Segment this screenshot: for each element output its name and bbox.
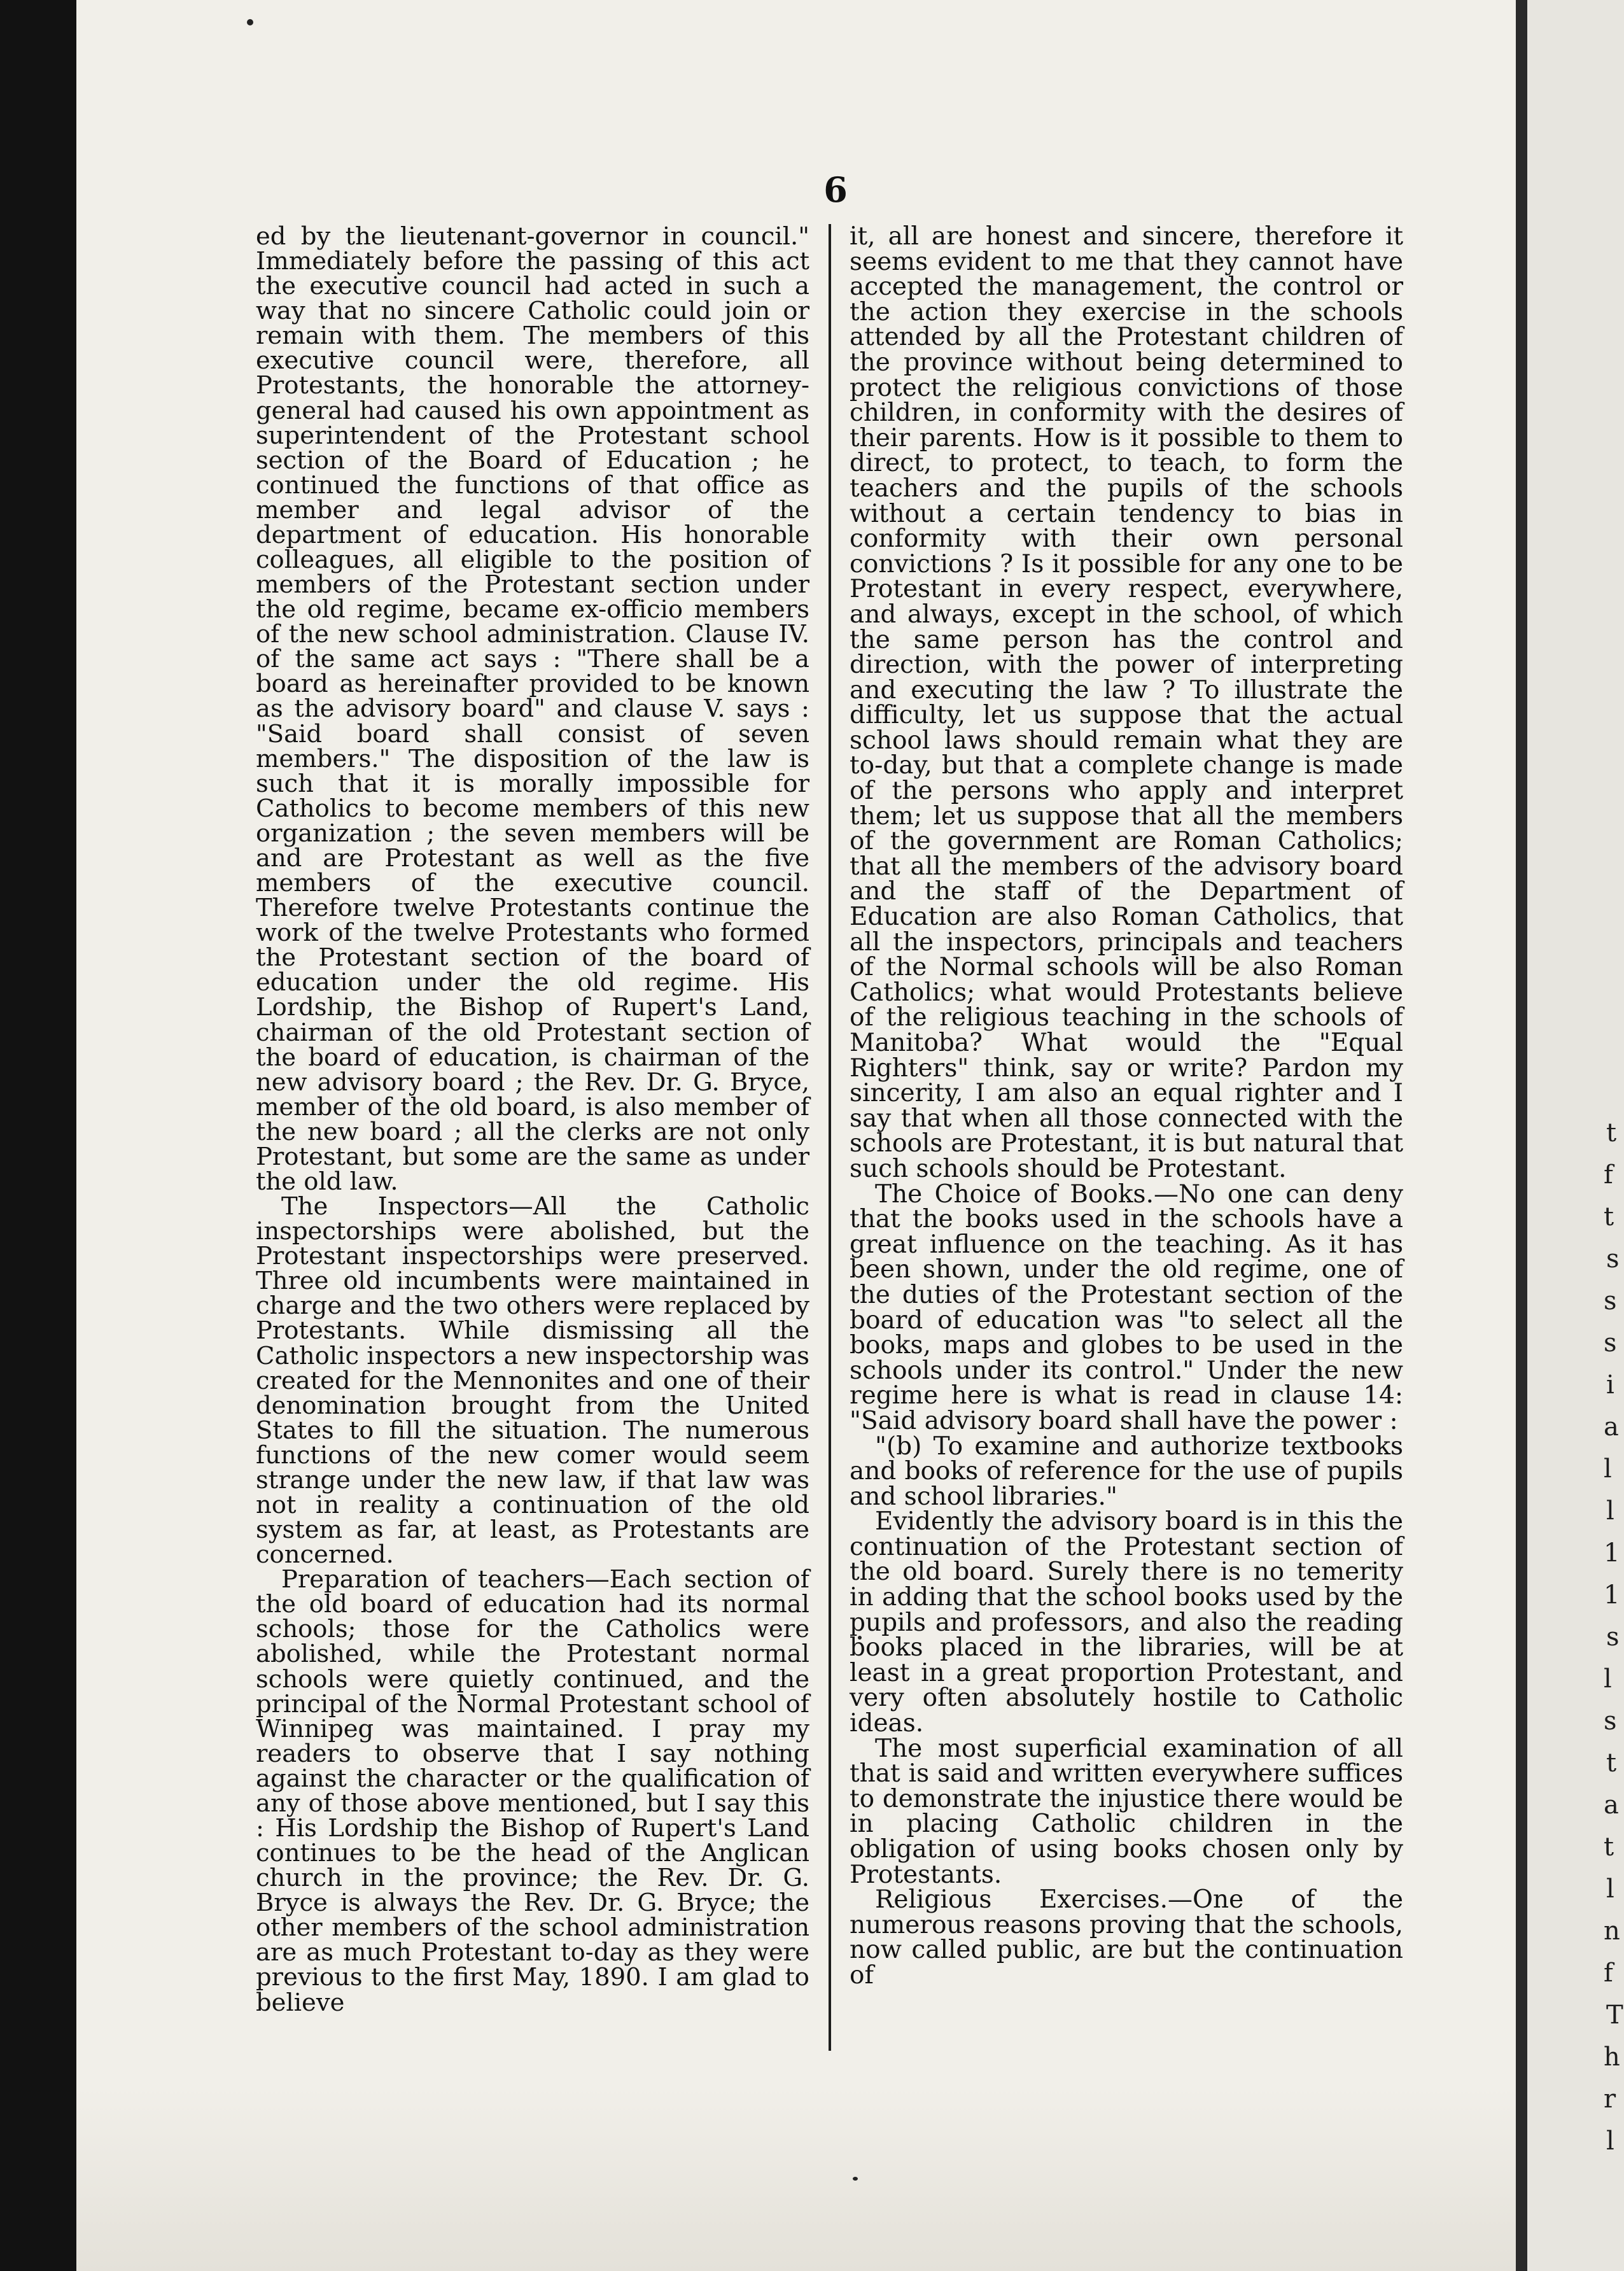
paragraph: it, all are honest and sincere, therefore it seems evident to me that they cannot have accepted the management, the control or the action they exercise in the schools attended by all the Protestant children of the province without being determined to protect the religious convictions of those children, in conformity with the desires of their parents. How is it possible to them to direct, to protect, to teach, to form the teachers and the pupils of the schools without a certain tendency to bias in conformity with their own personal convictions ? Is it possible for any one to be Protestant in every respect, everywhere, and always, except in the school, of which the same person has the control and direction, with the power of interpreting and executing the law ? To illustrate the difficulty, let us suppose that the actual school laws should remain what they are to-day, but that a complete change is made of the persons who apply and interpret them; let us suppose that all the members of the government are Roman Catholics; that all the members of the advisory board and the staff of the Department of Education are also Roman Catholics, that all the inspectors, principals and teachers of the Normal schools will be also Roman Catholics; what would Protestants believe of the religious teaching in the schools of Manitoba? What would the "Equal Righters" think, say or write? Pardon my sincerity, I am also an equal righter and I say that when all those connected with the schools are Protestant, it is but natural that such schools should be Protestant. bbox=[850, 222, 1403, 1183]
adjacent-page-letter: l bbox=[1604, 1664, 1612, 1694]
page-bottom-shading bbox=[76, 2088, 1516, 2271]
adjacent-page-letter: s bbox=[1606, 1622, 1620, 1652]
adjacent-page-letter: a bbox=[1604, 1412, 1619, 1442]
column-divider bbox=[829, 224, 831, 2051]
page-number: 6 bbox=[823, 169, 848, 210]
adjacent-page-letter: n bbox=[1604, 1916, 1620, 1946]
adjacent-page-letter: f bbox=[1604, 1160, 1613, 1190]
adjacent-page-letter: l bbox=[1606, 2127, 1614, 2156]
adjacent-page-letter: i bbox=[1606, 1370, 1614, 1400]
scan-fleck bbox=[853, 2177, 858, 2181]
adjacent-page-letter: s bbox=[1604, 1286, 1617, 1316]
paragraph: Preparation of teachers—Each section of the old board of education had its normal schools; those for the Catholics were abolished, while the Protestant normal schools were quietly continued, and the principal of the Normal Protestant school of Winnipeg was maintained. I pray my readers to observe that I say nothing against the character or the qualification of any of those above mentioned, but I say this : His Lordship the Bishop of Rupert's Land continues to be the head of the Anglican church in the province; the Rev. Dr. G. Bryce is always the Rev. Dr. G. Bryce; the other members of the school administration are as much Protestant to-day as they were previous to the first May, 1890. I am glad to believe bbox=[256, 1565, 809, 2017]
adjacent-page-letter: l bbox=[1604, 1454, 1612, 1484]
adjacent-page-edge bbox=[1527, 0, 1624, 2271]
adjacent-page-letter: h bbox=[1604, 2042, 1620, 2072]
paragraph: The most superficial examination of all that is said and written everywhere suffices to demonstrate the injustice there would be in placing Catholic children in the obligation of using books chosen only by Protestants. bbox=[850, 1734, 1403, 1889]
paragraph: The Inspectors—All the Catholic inspectorships were abolished, but the Protestant inspectorships were preserved. Three old incumbents were maintained in charge and the two others were replaced by Protestants. While dismissing all the Catholic inspectors a new inspectorship was created for the Mennonites and one of their denomination brought from the United States to fill the situation. The numerous functions of the new comer would seem strange under the new law, if that law was not in reality a continuation of the old system as far, at least, as Protestants are concerned. bbox=[256, 1192, 809, 1570]
adjacent-page-letter: f bbox=[1604, 1958, 1613, 1988]
adjacent-page-letter: t bbox=[1604, 1832, 1614, 1862]
scan-left-edge bbox=[0, 0, 76, 2271]
paragraph: Evidently the advisory board is in this the continuation of the Protestant section of the old board. Surely there is no temerity in adding that the school books used by the pupils and professors, and also the reading books placed in the libraries, will be at least in a great proportion Protestant, and very often absolutely hostile to Catholic ideas. bbox=[850, 1507, 1403, 1738]
left-text-column bbox=[256, 224, 809, 2015]
adjacent-page-letter: t bbox=[1606, 1748, 1617, 1778]
scan-fleck bbox=[247, 19, 253, 25]
right-text-column bbox=[850, 224, 1403, 1988]
adjacent-page-letter: r bbox=[1604, 2085, 1616, 2114]
adjacent-page-letter: l bbox=[1606, 1874, 1614, 1904]
paragraph: ed by the lieutenant-governor in council." Immediately before the passing of this act the executive council had acted in such a way that no sincere Catholic could join or remain with them. The members of this executive council were, therefore, all Protestants, the honorable the attorney-general had caused his own appointment as superintendent of the Protestant school section of the Board of Education ; he continued the functions of that office as member and legal advisor of the department of education. His honorable colleagues, all eligible to the position of members of the Protestant section under the old regime, became ex-officio members of the new school administration. Clause IV. of the same act says : "There shall be a board as hereinafter provided to be known as the advisory board" and clause V. says : "Said board shall consist of seven members." The disposition of the law is such that it is morally impossible for Catholics to become members of this new organization ; the seven members will be and are Protestant as well as the five members of the executive council. Therefore twelve Protestants continue the work of the twelve Protestants who formed the Protestant section of the board of education under the old regime. His Lordship, the Bishop of Rupert's Land, chairman of the old Protestant section of the board of education, is chairman of the new advisory board ; the Rev. Dr. G. Bryce, member of the old board, is also member of the new board ; all the clerks are not only Protestant, but some are the same as under the old law. bbox=[256, 222, 809, 1196]
adjacent-page-letter: 1 bbox=[1604, 1580, 1620, 1610]
adjacent-page-letter: 1 bbox=[1604, 1538, 1620, 1568]
paragraph: Religious Exercises.—One of the numerous reasons proving that the schools, now called public, are but the continuation of bbox=[850, 1885, 1403, 1990]
adjacent-page-letter: s bbox=[1604, 1706, 1617, 1736]
paragraph: "(b) To examine and authorize textbooks and books of reference for the use of pupils and school libraries." bbox=[850, 1431, 1403, 1511]
paragraph: The Choice of Books.—No one can deny that the books used in the schools have a great influence on the teaching. As it has been shown, under the old regime, one of the duties of the Protestant section of the board of education was "to select all the books, maps and globes to be used in the schools under its control." Under the new regime here is what is read in clause 14: "Said advisory board shall have the power : bbox=[850, 1179, 1403, 1435]
adjacent-page-letter: s bbox=[1604, 1328, 1617, 1358]
adjacent-page-letter: l bbox=[1606, 1496, 1614, 1526]
adjacent-page-letter: t bbox=[1606, 1118, 1617, 1148]
adjacent-page-letter: t bbox=[1604, 1202, 1614, 1232]
adjacent-page-letter: a bbox=[1604, 1790, 1619, 1820]
adjacent-page-letter: s bbox=[1606, 1244, 1620, 1274]
page-gutter bbox=[1516, 0, 1527, 2271]
adjacent-page-letter: T bbox=[1606, 2000, 1623, 2030]
